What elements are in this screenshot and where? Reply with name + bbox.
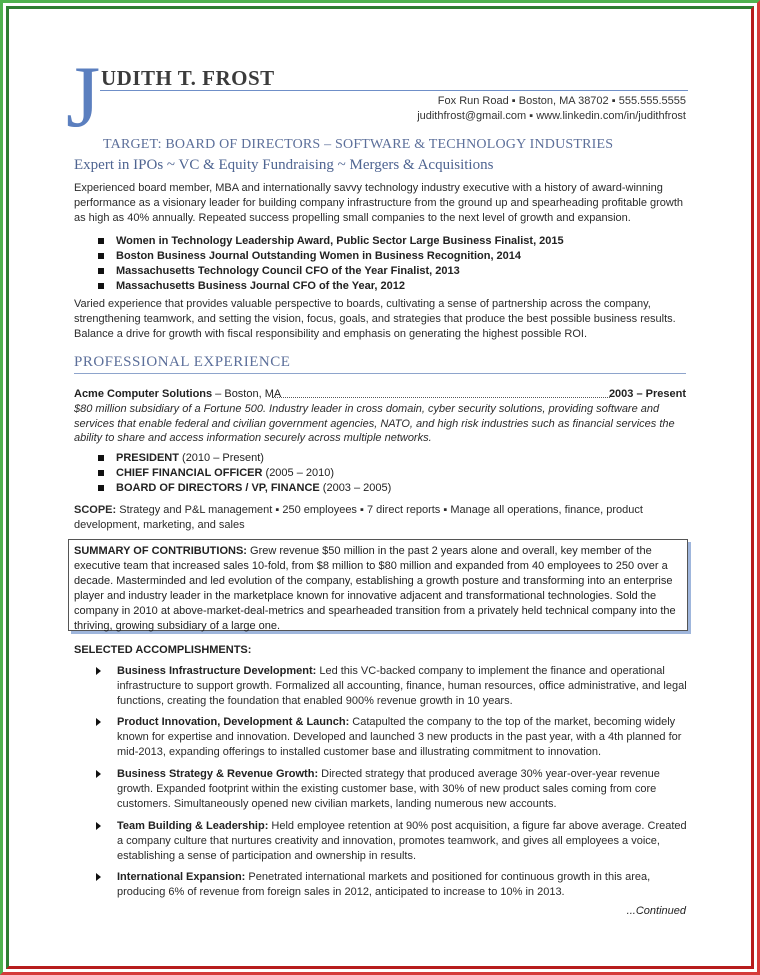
list-item: BOARD OF DIRECTORS / VP, FINANCE (2003 – 2005): [98, 481, 391, 496]
summary-paragraph: Experienced board member, MBA and internationally savvy technology industry executive with a history of award-winning performance as a visionary leader for building company infrastructure from the ground up and spearheading profitable growth as high as 40% annually. Repeated success propelling small companies to the next level of growth and expansion.: [74, 182, 684, 224]
city: Boston, MA 38702: [518, 95, 609, 107]
square-bullet-icon: [98, 455, 104, 461]
square-bullet-icon: [98, 268, 104, 274]
target-headline: TARGET: BOARD OF DIRECTORS – SOFTWARE & TECHNOLOGY INDUSTRIES: [103, 137, 614, 152]
company-location: – Boston, MA: [212, 388, 282, 400]
list-item: Women in Technology Leadership Award, Public Sector Large Business Finalist, 2015: [98, 234, 564, 249]
name-rule: [100, 90, 688, 91]
accomplishment-item: International Expansion: Penetrated international markets and positioned for continuous growth in this area, producing 6% of revenue from foreign sales in 2012, anticipated to increase to 10% in 2013.: [96, 870, 688, 900]
list-item: CHIEF FINANCIAL OFFICER (2005 – 2010): [98, 466, 391, 481]
company-line: [74, 387, 686, 401]
triangle-bullet-icon: [96, 822, 101, 830]
expertise-line: Expert in IPOs ~ VC & Equity Fundraising ~ Mergers & Acquisitions: [74, 157, 494, 173]
roles-list: [98, 451, 391, 496]
separator: ▪: [611, 95, 616, 107]
contrib-text: Grew revenue $50 million in the past 2 years alone and overall, key member of the executive team that increased sales 10-fold, from $8 million to $80 million and expanded from 40 employees to 250 over a decade. Masterminded and led evolution of the company, establishing a growth posture and transforming into an enterprise player and industry leader in the marketplace known for innovative adjacent and transformational technologies. Sold the company in 2010 at above-market-deal-metrics and spearheaded transition from a privately held technical company into the thriving, growing subsidiary of a large one.: [74, 545, 676, 632]
list-item: Massachusetts Business Journal CFO of the Year, 2012: [98, 279, 564, 294]
accomplishment-item: Product Innovation, Development & Launch: Catapulted the company to the top of the market, becoming widely known for expertise and innovation. Developed and launched 3 new products in the past year, with a 4th planned for mid-2013, expanding offerings to installed customer base and illustrating commitment to innovation.: [96, 715, 688, 760]
list-item: PRESIDENT (2010 – Present): [98, 451, 391, 466]
contact-line-1: [417, 94, 686, 109]
square-bullet-icon: [98, 485, 104, 491]
candidate-name: UDITH T. FROST: [101, 66, 275, 90]
dotted-leader: [272, 397, 610, 398]
square-bullet-icon: [98, 238, 104, 244]
summary-of-contributions-box: [68, 539, 688, 631]
scope-line: [74, 503, 664, 533]
square-bullet-icon: [98, 253, 104, 259]
list-item: Boston Business Journal Outstanding Women in Business Recognition, 2014: [98, 249, 564, 264]
contrib-label: SUMMARY OF CONTRIBUTIONS:: [74, 545, 247, 557]
continued-note: ...Continued: [626, 905, 686, 917]
separator: ▪: [511, 95, 516, 107]
section-rule: [74, 373, 686, 374]
linkedin-link[interactable]: www.linkedin.com/in/judithfrost: [536, 110, 686, 122]
address: Fox Run Road: [437, 95, 509, 107]
triangle-bullet-icon: [96, 667, 101, 675]
triangle-bullet-icon: [96, 770, 101, 778]
experience-overview: Varied experience that provides valuable perspective to boards, cultivating a sense of partnership across the company, strengthening teamwork, and setting the vision, focus, goals, and strategies that produce the best possible business results. Balance a drive for growth with fiscal responsibility and emphasis on generating the highest possible ROI.: [74, 298, 676, 340]
triangle-bullet-icon: [96, 718, 101, 726]
accomplishment-item: Business Infrastructure Development: Led this VC-backed company to implement the finance and operational infrastructure to support growth. Formalized all accounting, finance, human resources, office administrative, and legal functions, creating the foundation that enabled 900% revenue growth in 10 years.: [96, 664, 688, 709]
scope-text: Strategy and P&L management ▪ 250 employees ▪ 7 direct reports ▪ Manage all operations, finance, product development, marketing, and sales: [74, 504, 643, 531]
selected-accomplishments-title: SELECTED ACCOMPLISHMENTS:: [74, 644, 252, 656]
contact-line-2: [417, 109, 686, 124]
square-bullet-icon: [98, 283, 104, 289]
separator: ▪: [529, 110, 534, 122]
name-initial: J: [66, 49, 101, 146]
email-link[interactable]: judithfrost@gmail.com: [417, 110, 527, 122]
contact-block: [417, 94, 686, 124]
company-name: Acme Computer Solutions: [74, 388, 213, 400]
square-bullet-icon: [98, 470, 104, 476]
list-item: Massachusetts Technology Council CFO of the Year Finalist, 2013: [98, 264, 564, 279]
accomplishment-item: Business Strategy & Revenue Growth: Directed strategy that produced average 30% year-over-year revenue growth. Expanded footprint within the existing customer base, with 30% of new product sales coming from core customers. Simultaneously opened new civilian markets, landing numerous new accounts.: [96, 767, 688, 812]
section-title: PROFESSIONAL EXPERIENCE: [74, 354, 291, 370]
phone: 555.555.5555: [618, 95, 686, 107]
company-description: $80 million subsidiary of a Fortune 500. Industry leader in cross domain, cyber security solutions, providing software and services that enable federal and civilian government agencies, NATO, and high risk industries such as financial services the ability to share and access information securely across multiple networks.: [74, 403, 675, 444]
awards-list: [98, 234, 564, 294]
job-dates: 2003 – Present: [608, 388, 686, 400]
scope-label: SCOPE:: [74, 504, 117, 516]
accomplishment-item: Team Building & Leadership: Held employee retention at 90% post acquisition, a figure far above average. Created a company culture that nurtures creativity and innovation, promotes teamwork, and gives all employees a voice, establishing a sense of participation and ownership in results.: [96, 819, 688, 864]
triangle-bullet-icon: [96, 873, 101, 881]
